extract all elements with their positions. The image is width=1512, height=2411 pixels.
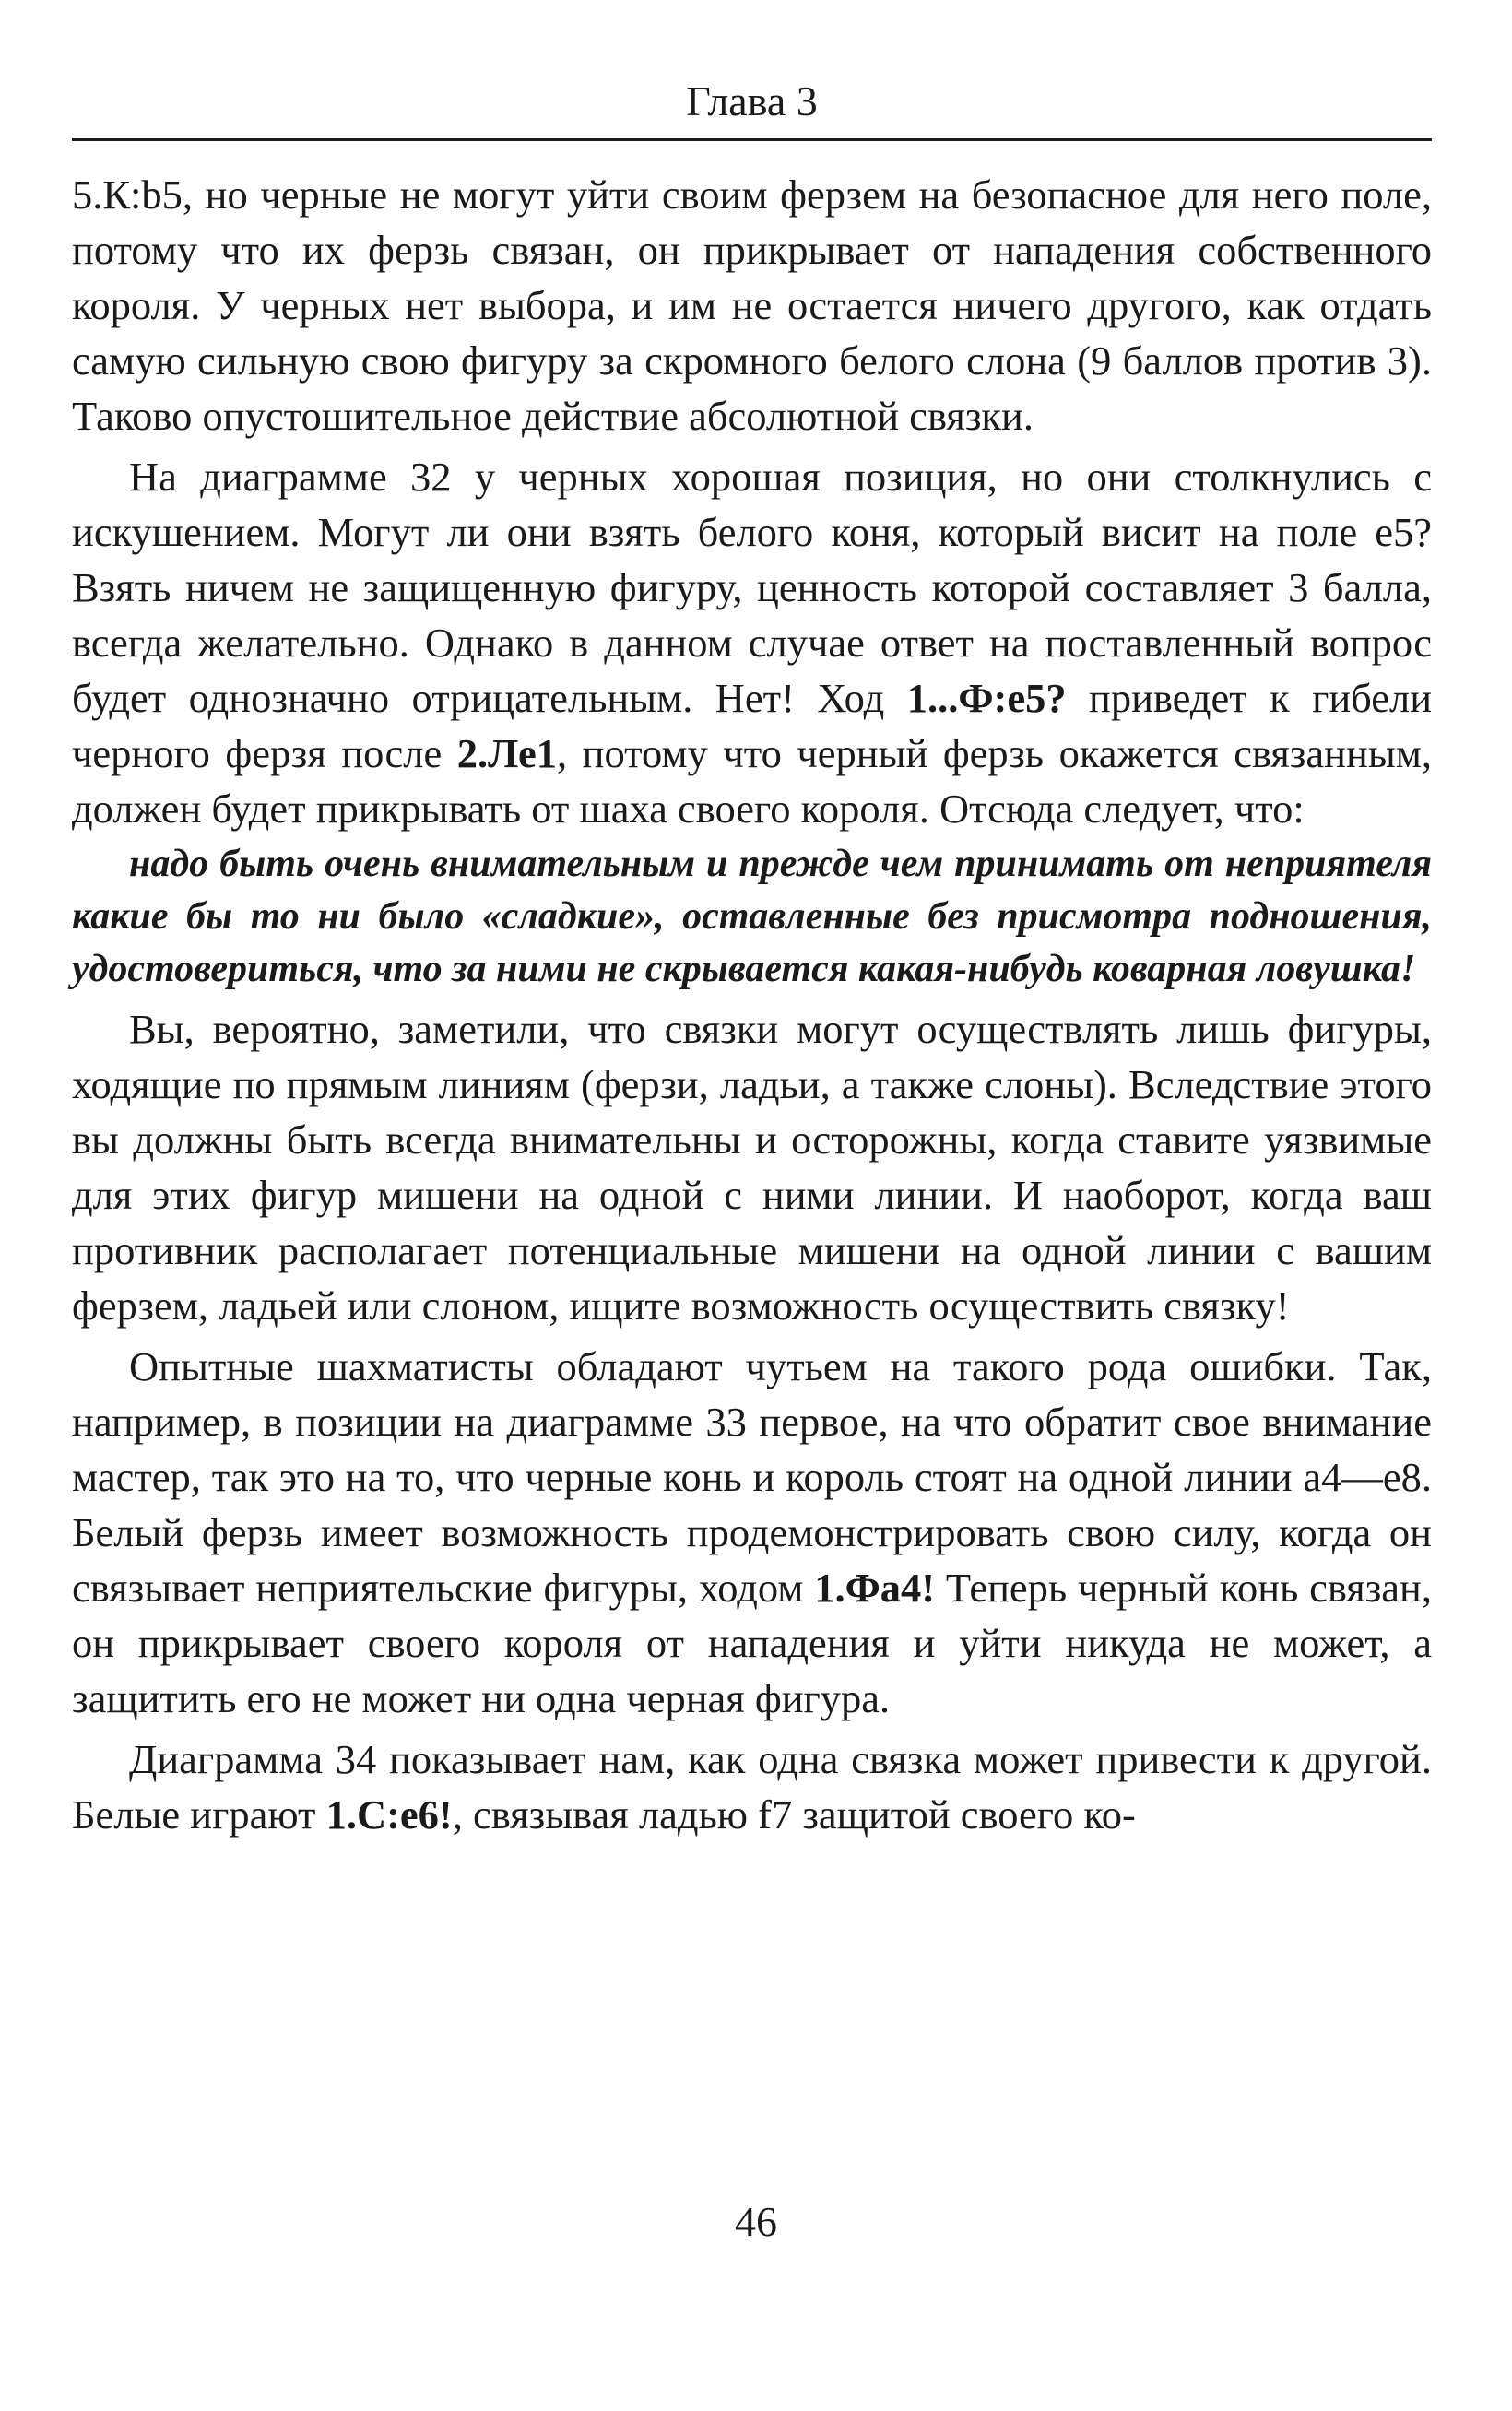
- body-text: [72, 167, 1432, 1842]
- text-run: На диаграмме 32 у черных хорошая позиция, но они столкнулись с искушением. Могут ли они взять белого коня, который висит на поле е5? Взять ничем не защищенную фигуру, ценность которой составляет 3 балла, всегда желательно. Однако в данном случае ответ на поставленный вопрос будет однозначно отрицательным. Нет! Ход: [72, 454, 1432, 721]
- chess-move: 1.Фа4!: [814, 1565, 936, 1611]
- text-run: Опытные шахматисты обладают чутьем на такого рода ошибки. Так, например, в позиции на диаграмме 33 первое, на что обратит свое внимание мастер, так это на то, что черные конь и король стоят на одной линии а4—е8. Белый ферзь имеет возможность продемонстрировать свою силу, когда он связывает неприятельские фигуры, ходом: [72, 1343, 1432, 1611]
- paragraph: [72, 1339, 1432, 1726]
- chess-move: 1.С:е6!: [325, 1791, 453, 1838]
- text-run: Теперь черный конь связан, он прикрывает своего короля от нападения и уйти никуда не может, а защитить его не может ни одна черная фигура.: [72, 1565, 1432, 1721]
- paragraph: [72, 1731, 1432, 1842]
- text-run: 5.К:b5, но черные не могут уйти своим ферзем на безопасное для него поле, потому что их ферзь связан, он прикрывает от нападения собственного короля. У черных нет выбора, и им не остается ничего другого, как отдать самую сильную свою фигуру за скромного белого слона (9 баллов против 3). Таково опустошительное действие абсолютной связки.: [72, 171, 1432, 439]
- chess-move: 1...Ф:е5?: [906, 675, 1067, 721]
- text-run: приведет к гибели черного ферзя после: [72, 675, 1433, 776]
- running-header: Глава 3: [686, 77, 818, 124]
- text-run: , связывая ладью f7 защитой своего ко-: [452, 1791, 1136, 1838]
- emphasis-paragraph: [72, 838, 1432, 996]
- page-number: 46: [735, 2198, 777, 2245]
- paragraph: [72, 449, 1432, 836]
- paragraph: [72, 167, 1432, 443]
- header-rule: [72, 138, 1432, 141]
- chess-move: 2.Ле1: [456, 730, 557, 776]
- text-run: Диаграмма 34 показывает нам, как одна связка может привести к другой. Белые играют: [72, 1736, 1432, 1838]
- text-run: Вы, вероятно, заметили, что связки могут осуществлять лишь фигуры, ходящие по прямым линиям (ферзи, ладьи, а также слоны). Вследствие этого вы должны быть всегда внимательны и осторожны, когда ставите уязвимые для этих фигур мишени на одной с ними линии. И наоборот, когда ваш противник располагает потенциальные мишени на одной линии с вашим ферзем, ладьей или слоном, ищите возможность осуществить связку!: [72, 1006, 1432, 1329]
- text-run: надо быть очень внимательным и прежде чем принимать от неприятеля какие бы то ни было «сладкие», оставленные без присмотра подношения, удостовериться, что за ними не скрывается какая-нибудь коварная ловушка!: [72, 843, 1432, 990]
- book-page: [72, 74, 1432, 2379]
- paragraph: [72, 1001, 1432, 1333]
- text-run: , потому что черный ферзь окажется связанным, должен будет прикрывать от шаха своего короля. Отсюда следует, что:: [72, 730, 1432, 832]
